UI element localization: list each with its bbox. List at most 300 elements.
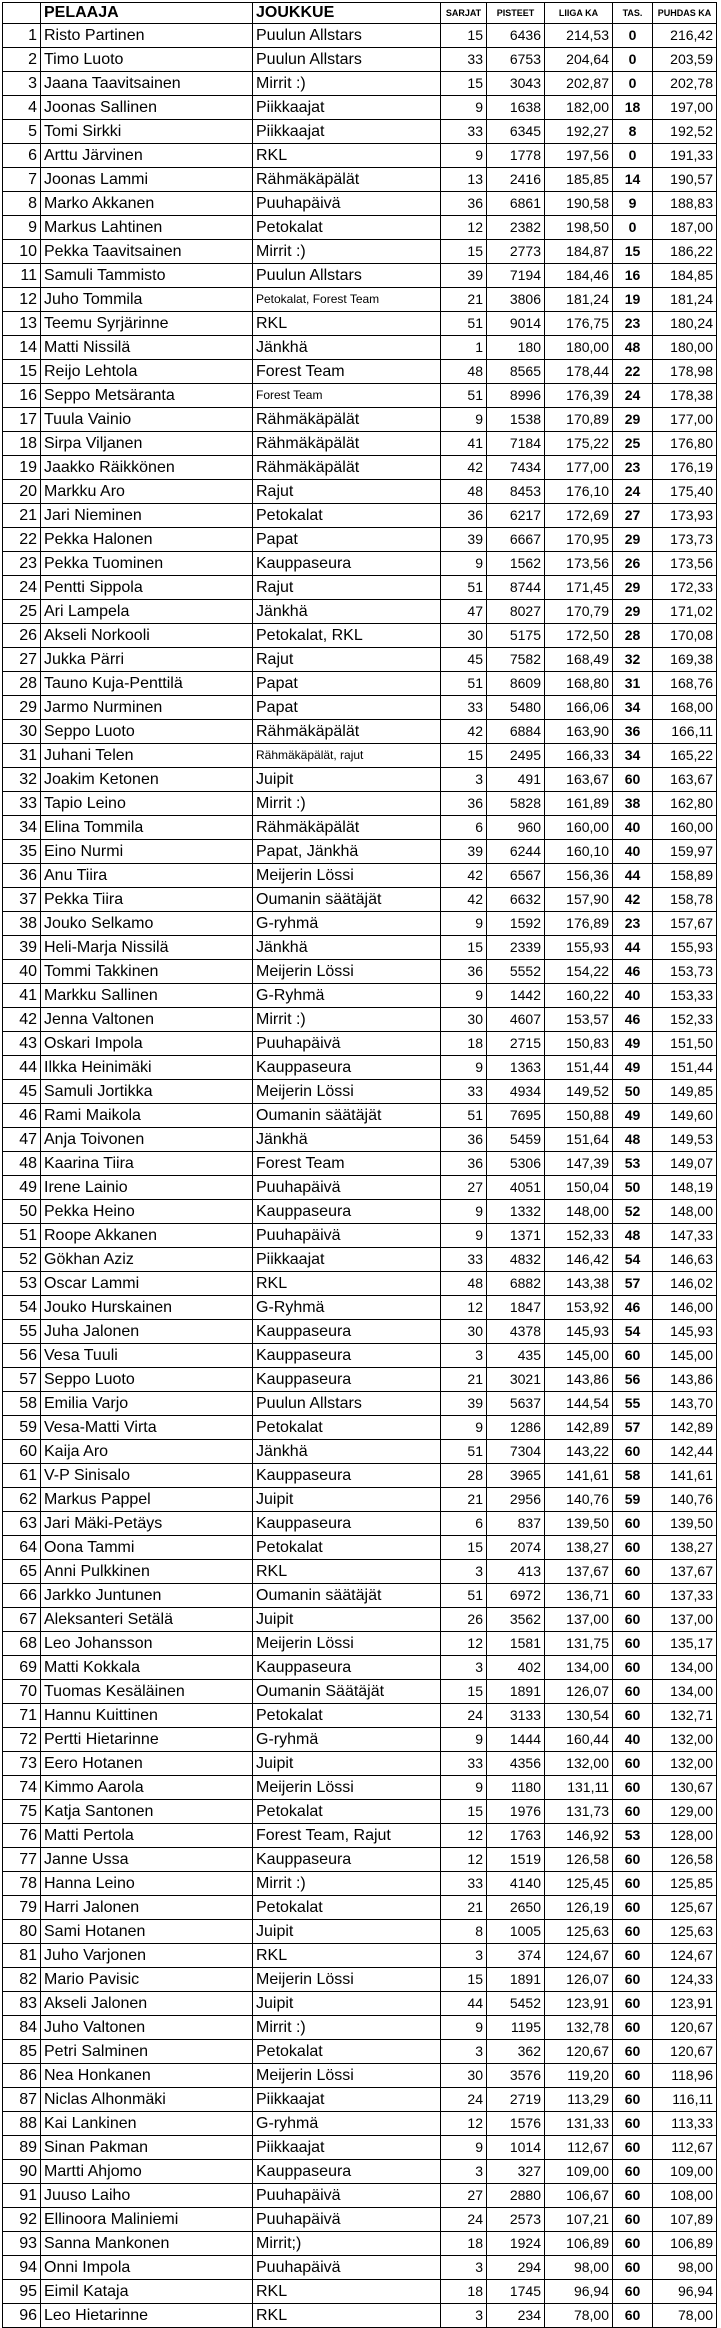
points-cell: 6217 xyxy=(487,504,545,528)
table-row xyxy=(3,1080,717,1104)
net-avg-cell: 135,17 xyxy=(653,1632,717,1656)
league-avg-cell: 173,56 xyxy=(545,552,613,576)
points-cell: 1924 xyxy=(487,2232,545,2256)
level-cell: 60 xyxy=(613,2184,653,2208)
player-name-cell: Joonas Lammi xyxy=(41,168,253,192)
games-cell: 24 xyxy=(441,2208,487,2232)
player-name-cell: Anu Tiira xyxy=(41,864,253,888)
rank-cell: 36 xyxy=(3,864,41,888)
player-name-cell: Joonas Sallinen xyxy=(41,96,253,120)
level-cell: 34 xyxy=(613,744,653,768)
table-row xyxy=(3,792,717,816)
level-cell: 42 xyxy=(613,888,653,912)
level-cell: 60 xyxy=(613,1752,653,1776)
table-row xyxy=(3,1752,717,1776)
level-cell: 60 xyxy=(613,1440,653,1464)
points-cell: 6632 xyxy=(487,888,545,912)
points-cell: 5459 xyxy=(487,1128,545,1152)
points-cell: 5552 xyxy=(487,960,545,984)
games-cell: 33 xyxy=(441,1248,487,1272)
level-cell: 60 xyxy=(613,2112,653,2136)
points-cell: 2719 xyxy=(487,2088,545,2112)
net-avg-cell: 130,67 xyxy=(653,1776,717,1800)
league-avg-cell: 132,00 xyxy=(545,1752,613,1776)
team-cell: Meijerin Lössi xyxy=(253,1968,441,1992)
table-row xyxy=(3,648,717,672)
points-cell: 2880 xyxy=(487,2184,545,2208)
rank-cell: 22 xyxy=(3,528,41,552)
net-avg-cell: 134,00 xyxy=(653,1656,717,1680)
table-row xyxy=(3,1392,717,1416)
player-name-cell: Tuomas Kesäläinen xyxy=(41,1680,253,1704)
points-cell: 1976 xyxy=(487,1800,545,1824)
level-cell: 16 xyxy=(613,264,653,288)
rank-cell: 95 xyxy=(3,2280,41,2304)
points-cell: 1363 xyxy=(487,1056,545,1080)
level-cell: 40 xyxy=(613,816,653,840)
rank-cell: 11 xyxy=(3,264,41,288)
games-cell: 9 xyxy=(441,2136,487,2160)
team-cell: Piikkaajat xyxy=(253,120,441,144)
player-name-cell: Oona Tammi xyxy=(41,1536,253,1560)
level-cell: 24 xyxy=(613,384,653,408)
team-cell: Mirrit :) xyxy=(253,1872,441,1896)
net-avg-cell: 197,00 xyxy=(653,96,717,120)
team-cell: Papat xyxy=(253,672,441,696)
points-cell: 1444 xyxy=(487,1728,545,1752)
rank-cell: 34 xyxy=(3,816,41,840)
league-avg-cell: 198,50 xyxy=(545,216,613,240)
team-cell: Jänkhä xyxy=(253,600,441,624)
net-avg-cell: 128,00 xyxy=(653,1824,717,1848)
net-avg-cell: 124,67 xyxy=(653,1944,717,1968)
table-row xyxy=(3,1824,717,1848)
net-avg-cell: 108,00 xyxy=(653,2184,717,2208)
points-cell: 1562 xyxy=(487,552,545,576)
games-cell: 47 xyxy=(441,600,487,624)
team-cell: Juipit xyxy=(253,1488,441,1512)
rank-cell: 69 xyxy=(3,1656,41,1680)
player-name-cell: Katja Santonen xyxy=(41,1800,253,1824)
team-cell: G-Ryhmä xyxy=(253,1296,441,1320)
net-avg-cell: 125,67 xyxy=(653,1896,717,1920)
rank-cell: 76 xyxy=(3,1824,41,1848)
table-row xyxy=(3,1248,717,1272)
team-cell: G-Ryhmä xyxy=(253,984,441,1008)
table-row xyxy=(3,864,717,888)
games-cell: 27 xyxy=(441,1176,487,1200)
net-avg-cell: 171,02 xyxy=(653,600,717,624)
player-name-cell: Oskari Impola xyxy=(41,1032,253,1056)
games-cell: 33 xyxy=(441,1080,487,1104)
rank-cell: 30 xyxy=(3,720,41,744)
player-name-cell: Jaana Taavitsainen xyxy=(41,72,253,96)
rank-cell: 33 xyxy=(3,792,41,816)
league-avg-cell: 150,83 xyxy=(545,1032,613,1056)
player-name-cell: Akseli Norkooli xyxy=(41,624,253,648)
team-cell: RKL xyxy=(253,1272,441,1296)
rank-cell: 39 xyxy=(3,936,41,960)
team-cell: Papat, Jänkhä xyxy=(253,840,441,864)
standings-body xyxy=(3,24,717,2328)
table-row xyxy=(3,2184,717,2208)
rank-cell: 54 xyxy=(3,1296,41,1320)
league-avg-cell: 176,39 xyxy=(545,384,613,408)
player-name-cell: Elina Tommila xyxy=(41,816,253,840)
team-cell: Kauppaseura xyxy=(253,1320,441,1344)
level-cell: 44 xyxy=(613,936,653,960)
points-cell: 6667 xyxy=(487,528,545,552)
table-row xyxy=(3,1104,717,1128)
team-cell: Puuhapäivä xyxy=(253,2208,441,2232)
net-avg-cell: 132,71 xyxy=(653,1704,717,1728)
table-row xyxy=(3,816,717,840)
points-cell: 1891 xyxy=(487,1680,545,1704)
table-row xyxy=(3,360,717,384)
net-avg-cell: 146,63 xyxy=(653,1248,717,1272)
league-avg-cell: 126,07 xyxy=(545,1680,613,1704)
table-row xyxy=(3,1128,717,1152)
net-avg-cell: 132,00 xyxy=(653,1752,717,1776)
league-avg-cell: 175,22 xyxy=(545,432,613,456)
net-avg-cell: 157,67 xyxy=(653,912,717,936)
games-cell: 9 xyxy=(441,1056,487,1080)
games-header: SARJAT xyxy=(441,3,487,24)
points-cell: 1371 xyxy=(487,1224,545,1248)
games-cell: 33 xyxy=(441,48,487,72)
rank-cell: 32 xyxy=(3,768,41,792)
points-cell: 6972 xyxy=(487,1584,545,1608)
games-cell: 26 xyxy=(441,1608,487,1632)
league-avg-cell: 176,89 xyxy=(545,912,613,936)
table-row xyxy=(3,2256,717,2280)
games-cell: 3 xyxy=(441,1656,487,1680)
points-cell: 4356 xyxy=(487,1752,545,1776)
player-name-cell: Tomi Sirkki xyxy=(41,120,253,144)
table-row xyxy=(3,240,717,264)
games-cell: 9 xyxy=(441,552,487,576)
rank-cell: 35 xyxy=(3,840,41,864)
table-row xyxy=(3,912,717,936)
net-avg-cell: 96,94 xyxy=(653,2280,717,2304)
league-avg-cell: 176,10 xyxy=(545,480,613,504)
net-avg-cell: 149,85 xyxy=(653,1080,717,1104)
net-avg-cell: 151,44 xyxy=(653,1056,717,1080)
games-cell: 21 xyxy=(441,1368,487,1392)
league-avg-cell: 124,67 xyxy=(545,1944,613,1968)
net-avg-cell: 163,67 xyxy=(653,768,717,792)
games-cell: 15 xyxy=(441,1968,487,1992)
league-avg-cell: 125,63 xyxy=(545,1920,613,1944)
games-cell: 51 xyxy=(441,384,487,408)
level-cell: 49 xyxy=(613,1104,653,1128)
games-cell: 36 xyxy=(441,960,487,984)
points-cell: 7695 xyxy=(487,1104,545,1128)
points-cell: 6884 xyxy=(487,720,545,744)
level-cell: 0 xyxy=(613,48,653,72)
team-cell: Rähmäkäpälät xyxy=(253,816,441,840)
table-row xyxy=(3,1344,717,1368)
standings-sheet xyxy=(2,2,716,2328)
team-cell: Rähmäkäpälät xyxy=(253,456,441,480)
level-cell: 46 xyxy=(613,960,653,984)
header-row xyxy=(3,3,717,24)
team-cell: Kauppaseura xyxy=(253,1200,441,1224)
net-avg-cell: 123,91 xyxy=(653,1992,717,2016)
league-avg-cell: 214,53 xyxy=(545,24,613,48)
rank-cell: 91 xyxy=(3,2184,41,2208)
net-avg-cell: 112,67 xyxy=(653,2136,717,2160)
games-cell: 48 xyxy=(441,360,487,384)
level-cell: 60 xyxy=(613,2016,653,2040)
rank-cell: 92 xyxy=(3,2208,41,2232)
games-cell: 3 xyxy=(441,768,487,792)
points-cell: 4140 xyxy=(487,1872,545,1896)
team-cell: Jänkhä xyxy=(253,1128,441,1152)
player-name-cell: Markus Pappel xyxy=(41,1488,253,1512)
player-name-cell: Harri Jalonen xyxy=(41,1896,253,1920)
team-cell: G-ryhmä xyxy=(253,1728,441,1752)
points-header: PISTEET xyxy=(487,3,545,24)
level-cell: 23 xyxy=(613,312,653,336)
level-cell: 50 xyxy=(613,1176,653,1200)
league-avg-cell: 126,58 xyxy=(545,1848,613,1872)
team-cell: Forest Team xyxy=(253,1152,441,1176)
league-avg-cell: 78,00 xyxy=(545,2304,613,2328)
points-cell: 8996 xyxy=(487,384,545,408)
level-cell: 60 xyxy=(613,2232,653,2256)
table-row xyxy=(3,2232,717,2256)
level-cell: 60 xyxy=(613,1896,653,1920)
player-name-cell: Onni Impola xyxy=(41,2256,253,2280)
rank-cell: 48 xyxy=(3,1152,41,1176)
games-cell: 45 xyxy=(441,648,487,672)
level-cell: 58 xyxy=(613,1464,653,1488)
level-cell: 60 xyxy=(613,1848,653,1872)
net-avg-cell: 172,33 xyxy=(653,576,717,600)
level-cell: 44 xyxy=(613,864,653,888)
league-avg-cell: 163,67 xyxy=(545,768,613,792)
net-avg-cell: 216,42 xyxy=(653,24,717,48)
table-row xyxy=(3,696,717,720)
level-cell: 60 xyxy=(613,1800,653,1824)
points-cell: 3043 xyxy=(487,72,545,96)
player-name-cell: Markku Sallinen xyxy=(41,984,253,1008)
league-avg-cell: 145,93 xyxy=(545,1320,613,1344)
league-avg-cell: 166,06 xyxy=(545,696,613,720)
net-avg-cell: 147,33 xyxy=(653,1224,717,1248)
net-avg-cell: 143,70 xyxy=(653,1392,717,1416)
points-cell: 7304 xyxy=(487,1440,545,1464)
team-cell: Juipit xyxy=(253,768,441,792)
player-name-cell: Jari Mäki-Petäys xyxy=(41,1512,253,1536)
net-avg-cell: 143,86 xyxy=(653,1368,717,1392)
team-cell: G-ryhmä xyxy=(253,2112,441,2136)
points-cell: 5480 xyxy=(487,696,545,720)
level-cell: 14 xyxy=(613,168,653,192)
player-name-cell: Jouko Hurskainen xyxy=(41,1296,253,1320)
player-name-cell: Aleksanteri Setälä xyxy=(41,1608,253,1632)
level-cell: 60 xyxy=(613,1968,653,1992)
points-cell: 180 xyxy=(487,336,545,360)
league-avg-cell: 143,22 xyxy=(545,1440,613,1464)
rank-cell: 75 xyxy=(3,1800,41,1824)
net-avg-cell: 78,00 xyxy=(653,2304,717,2328)
table-row xyxy=(3,1152,717,1176)
table-row xyxy=(3,1440,717,1464)
level-cell: 60 xyxy=(613,1560,653,1584)
team-cell: Kauppaseura xyxy=(253,1656,441,1680)
games-cell: 51 xyxy=(441,312,487,336)
points-cell: 3562 xyxy=(487,1608,545,1632)
games-cell: 39 xyxy=(441,1392,487,1416)
net-avg-cell: 116,11 xyxy=(653,2088,717,2112)
team-cell: Forest Team, Rajut xyxy=(253,1824,441,1848)
team-cell: Mirrit;) xyxy=(253,2232,441,2256)
level-cell: 40 xyxy=(613,840,653,864)
games-cell: 9 xyxy=(441,96,487,120)
net-avg-cell: 173,93 xyxy=(653,504,717,528)
net-avg-cell: 176,80 xyxy=(653,432,717,456)
team-cell: Petokalat xyxy=(253,1704,441,1728)
net-avg-cell: 173,73 xyxy=(653,528,717,552)
team-cell: RKL xyxy=(253,1560,441,1584)
level-cell: 34 xyxy=(613,696,653,720)
net-avg-cell: 137,00 xyxy=(653,1608,717,1632)
points-cell: 1745 xyxy=(487,2280,545,2304)
level-cell: 54 xyxy=(613,1248,653,1272)
team-cell: Oumanin säätäjät xyxy=(253,888,441,912)
team-cell: Jänkhä xyxy=(253,1440,441,1464)
net-avg-cell: 178,98 xyxy=(653,360,717,384)
league-avg-cell: 138,27 xyxy=(545,1536,613,1560)
player-name-cell: Jouko Selkamo xyxy=(41,912,253,936)
team-cell: G-ryhmä xyxy=(253,912,441,936)
team-cell: Kauppaseura xyxy=(253,2160,441,2184)
table-row xyxy=(3,1464,717,1488)
level-cell: 0 xyxy=(613,216,653,240)
player-name-cell: Kimmo Aarola xyxy=(41,1776,253,1800)
team-cell: Puulun Allstars xyxy=(253,24,441,48)
level-cell: 32 xyxy=(613,648,653,672)
points-cell: 8453 xyxy=(487,480,545,504)
points-cell: 7184 xyxy=(487,432,545,456)
points-cell: 4378 xyxy=(487,1320,545,1344)
table-row xyxy=(3,1848,717,1872)
level-cell: 26 xyxy=(613,552,653,576)
league-avg-cell: 96,94 xyxy=(545,2280,613,2304)
rank-cell: 70 xyxy=(3,1680,41,1704)
points-cell: 1891 xyxy=(487,1968,545,1992)
level-cell: 24 xyxy=(613,480,653,504)
team-cell: Juipit xyxy=(253,1608,441,1632)
points-cell: 402 xyxy=(487,1656,545,1680)
league-avg-cell: 131,75 xyxy=(545,1632,613,1656)
league-avg-cell: 151,44 xyxy=(545,1056,613,1080)
team-cell: Puulun Allstars xyxy=(253,48,441,72)
games-cell: 30 xyxy=(441,1008,487,1032)
net-avg-cell: 184,85 xyxy=(653,264,717,288)
league-avg-header: LIIGA KA xyxy=(545,3,613,24)
points-cell: 8565 xyxy=(487,360,545,384)
player-name-cell: Pekka Halonen xyxy=(41,528,253,552)
league-avg-cell: 144,54 xyxy=(545,1392,613,1416)
points-cell: 327 xyxy=(487,2160,545,2184)
team-cell: Rajut xyxy=(253,480,441,504)
league-avg-cell: 98,00 xyxy=(545,2256,613,2280)
games-cell: 13 xyxy=(441,168,487,192)
level-cell: 19 xyxy=(613,288,653,312)
rank-cell: 59 xyxy=(3,1416,41,1440)
team-cell: Meijerin Lössi xyxy=(253,864,441,888)
player-name-cell: Hannu Kuittinen xyxy=(41,1704,253,1728)
rank-cell: 81 xyxy=(3,1944,41,1968)
games-cell: 42 xyxy=(441,864,487,888)
player-name-cell: Risto Partinen xyxy=(41,24,253,48)
rank-header xyxy=(3,3,41,24)
player-name-cell: Reijo Lehtola xyxy=(41,360,253,384)
points-cell: 2416 xyxy=(487,168,545,192)
rank-cell: 49 xyxy=(3,1176,41,1200)
rank-cell: 9 xyxy=(3,216,41,240)
rank-cell: 78 xyxy=(3,1872,41,1896)
team-cell: Oumanin säätäjät xyxy=(253,1584,441,1608)
net-avg-cell: 120,67 xyxy=(653,2040,717,2064)
net-avg-cell: 106,89 xyxy=(653,2232,717,2256)
team-cell: Petokalat xyxy=(253,1800,441,1824)
player-name-cell: Juuso Laiho xyxy=(41,2184,253,2208)
player-name-cell: Jarmo Nurminen xyxy=(41,696,253,720)
level-cell: 48 xyxy=(613,1224,653,1248)
games-cell: 24 xyxy=(441,1704,487,1728)
team-cell: RKL xyxy=(253,144,441,168)
table-row xyxy=(3,96,717,120)
rank-cell: 20 xyxy=(3,480,41,504)
table-row xyxy=(3,624,717,648)
level-cell: 60 xyxy=(613,1704,653,1728)
player-name-cell: Emilia Varjo xyxy=(41,1392,253,1416)
level-cell: 36 xyxy=(613,720,653,744)
league-avg-cell: 134,00 xyxy=(545,1656,613,1680)
games-cell: 9 xyxy=(441,1200,487,1224)
games-cell: 6 xyxy=(441,816,487,840)
player-name-cell: Sirpa Viljanen xyxy=(41,432,253,456)
league-avg-cell: 106,89 xyxy=(545,2232,613,2256)
net-avg-cell: 145,00 xyxy=(653,1344,717,1368)
net-avg-cell: 188,83 xyxy=(653,192,717,216)
league-avg-cell: 184,87 xyxy=(545,240,613,264)
net-avg-cell: 152,33 xyxy=(653,1008,717,1032)
team-cell: Oumanin Säätäjät xyxy=(253,1680,441,1704)
points-cell: 435 xyxy=(487,1344,545,1368)
level-cell: 0 xyxy=(613,144,653,168)
points-cell: 2773 xyxy=(487,240,545,264)
player-name-cell: Juha Jalonen xyxy=(41,1320,253,1344)
player-name-cell: Seppo Luoto xyxy=(41,720,253,744)
points-cell: 6861 xyxy=(487,192,545,216)
net-avg-cell: 146,00 xyxy=(653,1296,717,1320)
net-avg-cell: 129,00 xyxy=(653,1800,717,1824)
games-cell: 39 xyxy=(441,528,487,552)
table-row xyxy=(3,456,717,480)
net-avg-cell: 132,00 xyxy=(653,1728,717,1752)
rank-cell: 40 xyxy=(3,960,41,984)
games-cell: 9 xyxy=(441,2016,487,2040)
level-cell: 60 xyxy=(613,2088,653,2112)
league-avg-cell: 131,11 xyxy=(545,1776,613,1800)
rank-cell: 74 xyxy=(3,1776,41,1800)
net-avg-cell: 178,38 xyxy=(653,384,717,408)
